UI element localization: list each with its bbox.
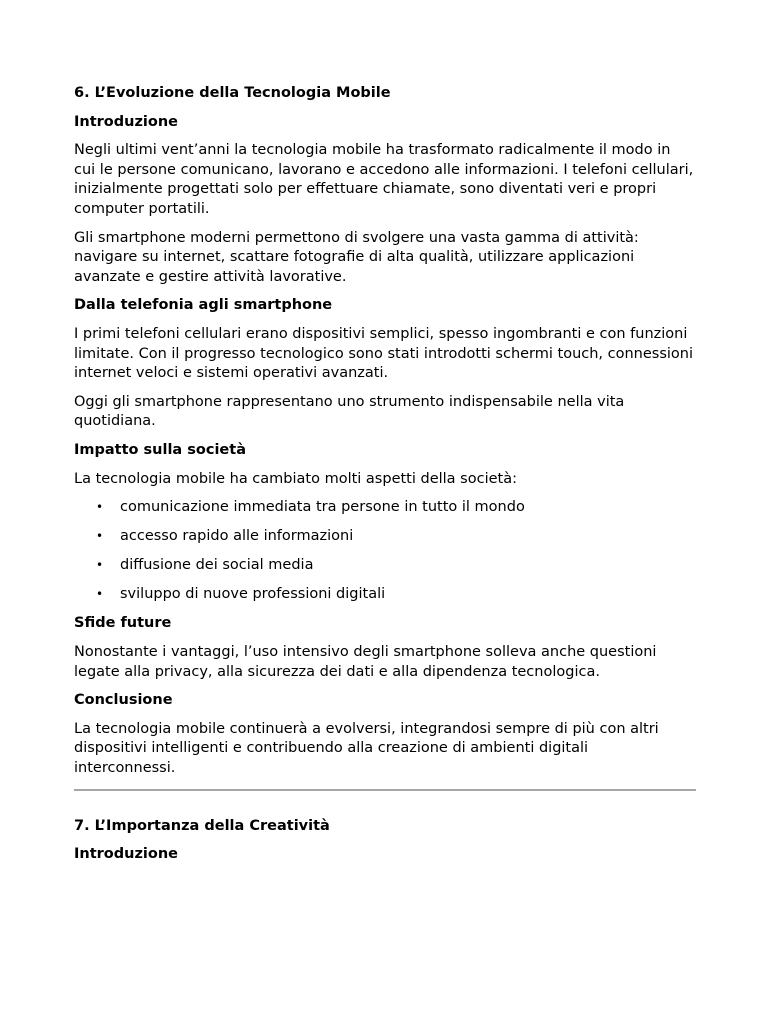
impatto-bullet-list xyxy=(74,498,694,605)
telefonia-paragraph-1: I primi telefoni cellulari erano dispositivi semplici, spesso ingombranti e con funzioni limitate. Con il progresso tecnologico sono stati introdotti schermi touch, connessioni internet veloci e sistemi operativi avanzati. xyxy=(74,325,694,382)
impatto-paragraph: La tecnologia mobile ha cambiato molti aspetti della società: xyxy=(74,470,517,487)
section-divider xyxy=(74,789,696,791)
section-7-intro-heading: Introduzione xyxy=(74,846,178,863)
bullet-icon: • xyxy=(96,500,104,515)
conclusione-heading: Conclusione xyxy=(74,692,173,709)
bullet-icon: • xyxy=(96,529,104,544)
intro-paragraph-2: Gli smartphone moderni permettono di svolgere una vasta gamma di attività: navigare su internet, scattare fotografie di alta qualità, utilizzare applicazioni avanzate e gestire attività lavorative. xyxy=(74,229,639,285)
list-item-text: comunicazione immediata tra persone in tutto il mondo xyxy=(120,499,525,516)
list-item xyxy=(74,498,694,518)
list-item-text: accesso rapido alle informazioni xyxy=(120,528,354,545)
sfide-heading: Sfide future xyxy=(74,615,172,632)
section-7-title: 7. L’Importanza della Creatività xyxy=(74,817,330,834)
conclusione-paragraph: La tecnologia mobile continuerà a evolversi, integrandosi sempre di più con altri dispositivi intelligenti e contribuendo alla creazione di ambienti digitali interconnessi. xyxy=(74,720,659,777)
bullet-icon: • xyxy=(96,558,104,573)
list-item xyxy=(74,585,694,605)
intro-paragraph-1: Negli ultimi vent’anni la tecnologia mobile ha trasformato radicalmente il modo in cui le persone comunicano, lavorano e accedono alle informazioni. I telefoni cellulari, inizialmente progettati solo per effettuare chiamate, sono diventati veri e propri computer portatili. xyxy=(74,142,694,217)
list-item xyxy=(74,527,694,547)
telefonia-paragraph-2: Oggi gli smartphone rappresentano uno strumento indispensabile nella vita quotidiana. xyxy=(74,393,625,430)
section-6-title: 6. L’Evoluzione della Tecnologia Mobile xyxy=(74,85,391,101)
telefonia-heading: Dalla telefonia agli smartphone xyxy=(74,297,333,314)
list-item-text: diffusione dei social media xyxy=(120,557,314,574)
bullet-icon: • xyxy=(96,587,104,602)
impatto-heading: Impatto sulla società xyxy=(74,441,246,458)
sfide-paragraph: Nonostante i vantaggi, l’uso intensivo degli smartphone solleva anche questioni legate alla privacy, alla sicurezza dei dati e alla dipendenza tecnologica. xyxy=(74,644,657,680)
list-item xyxy=(74,556,694,576)
list-item-text: sviluppo di nuove professioni digitali xyxy=(120,586,386,603)
intro-heading: Introduzione xyxy=(74,113,178,130)
